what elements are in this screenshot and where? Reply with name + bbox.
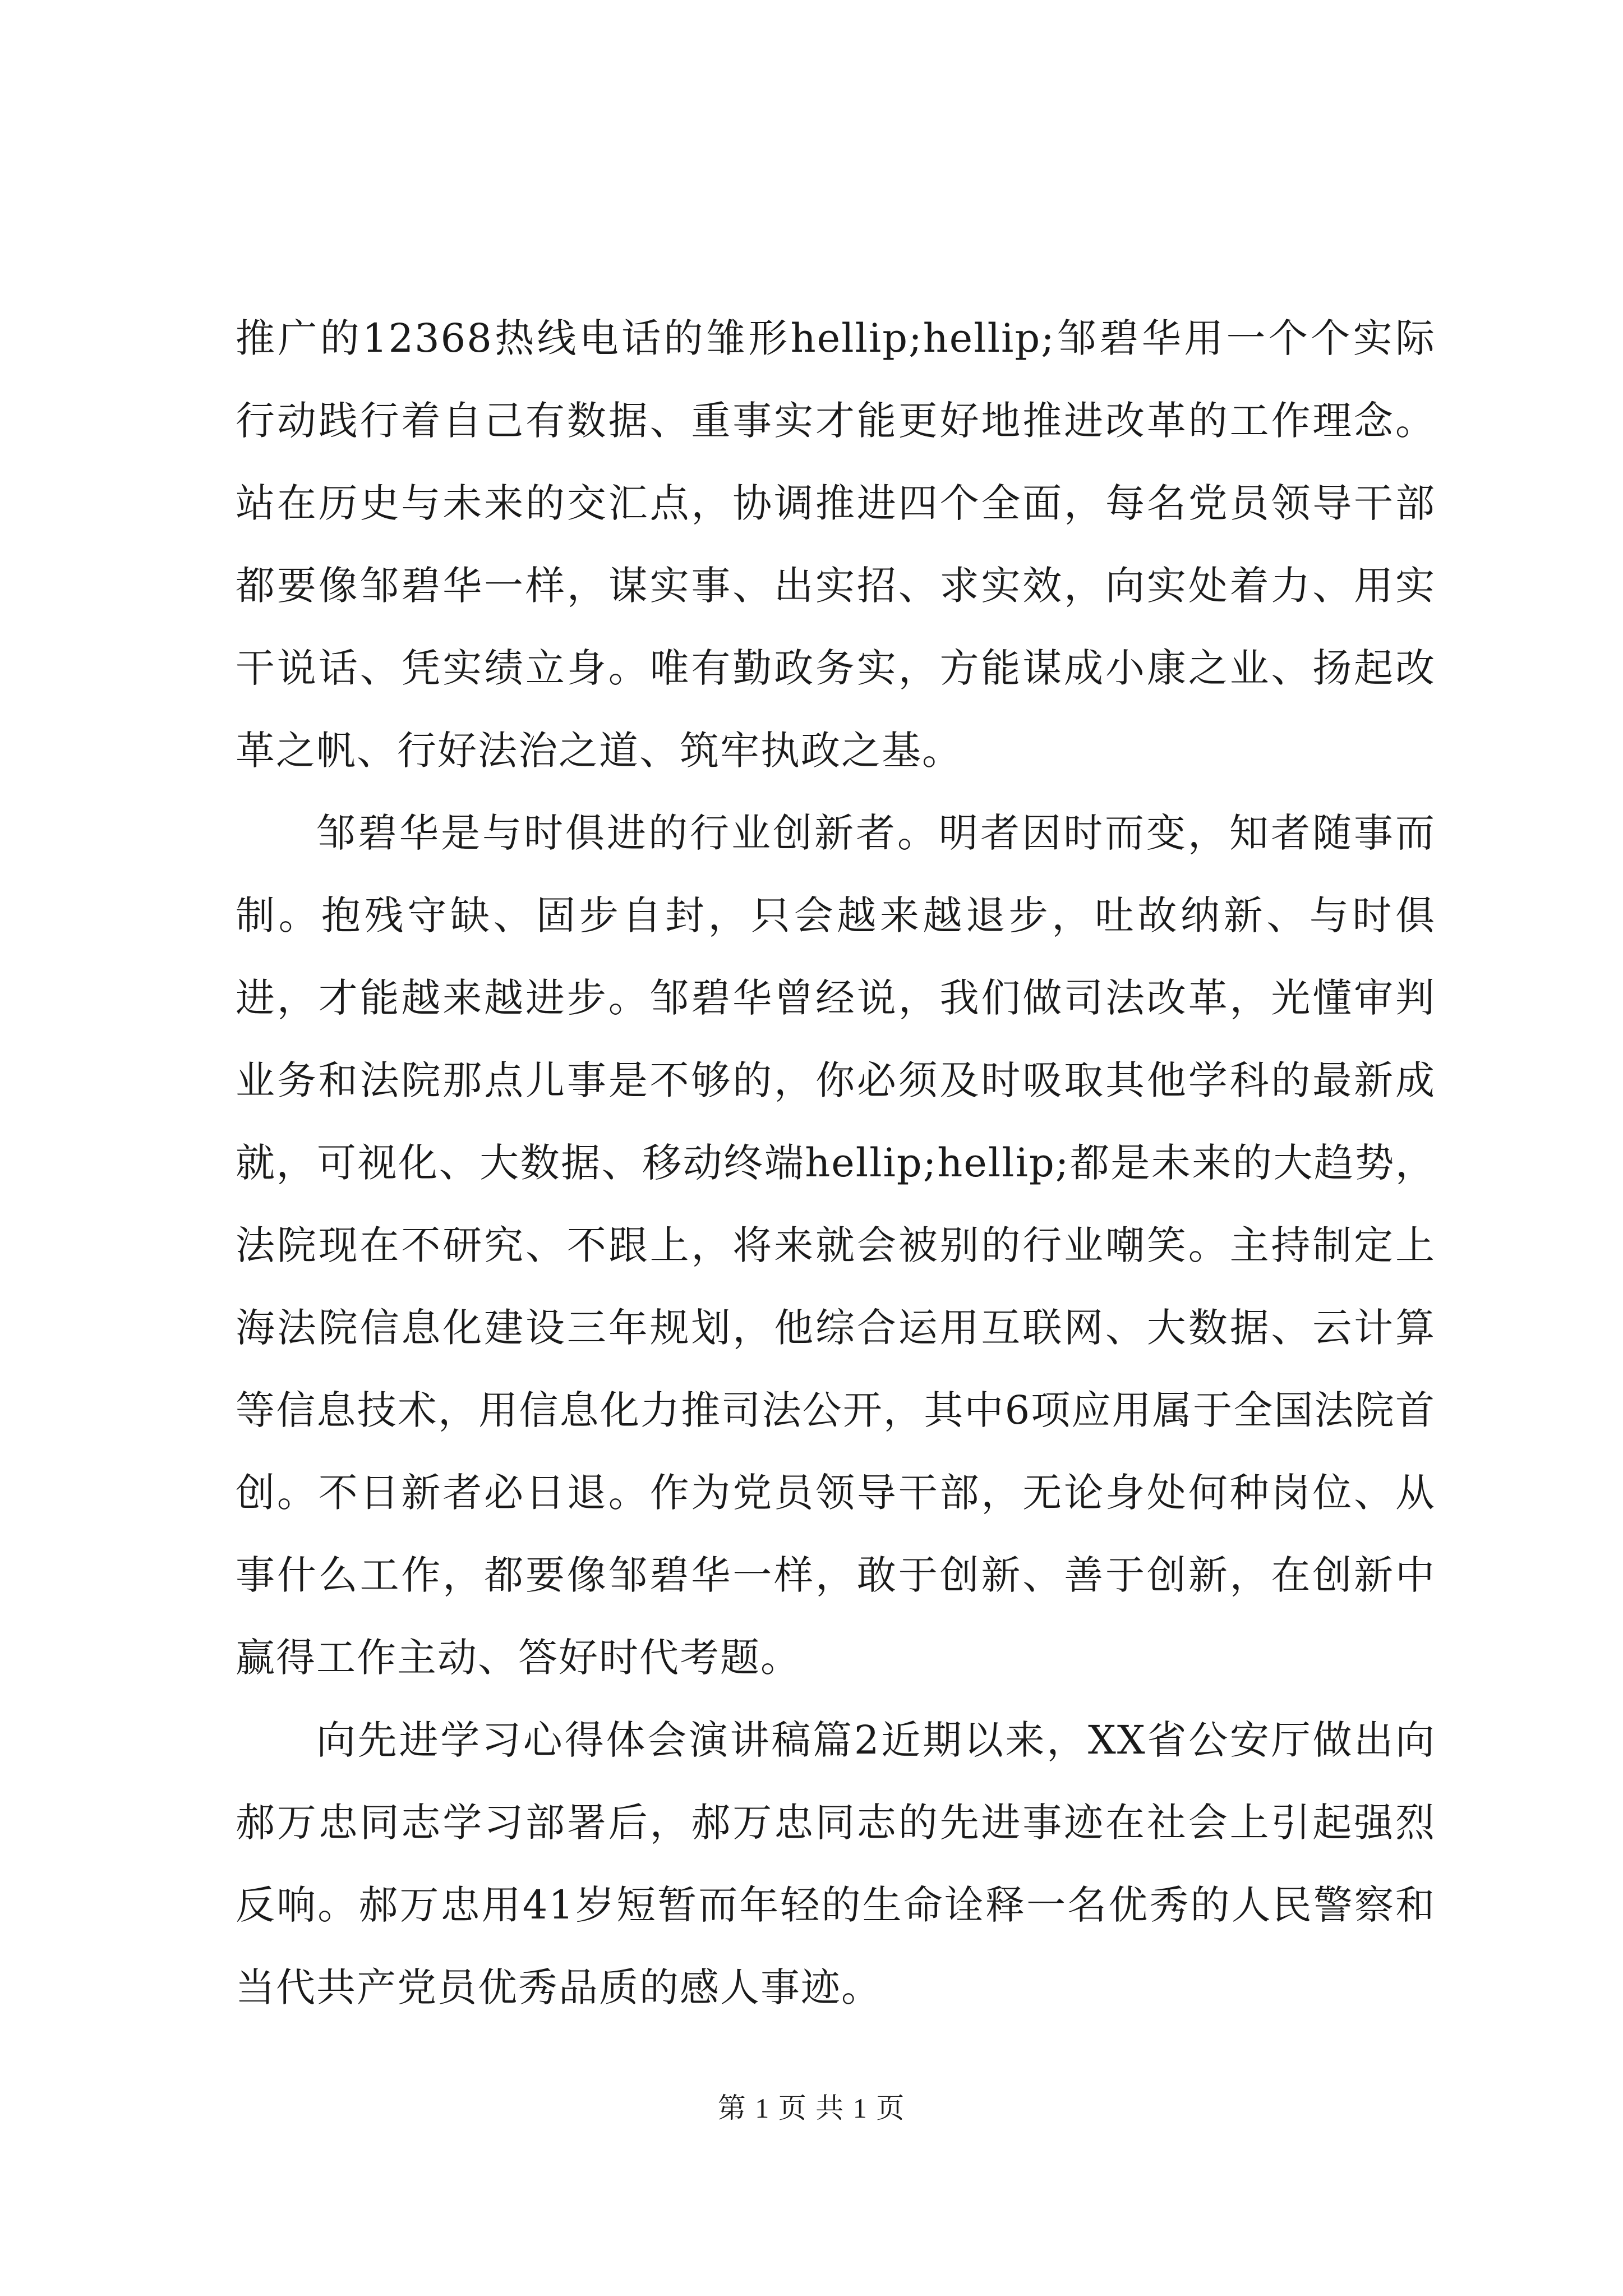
document-body: [236, 297, 1436, 2029]
paragraph-innovator: 邹碧华是与时俱进的行业创新者。明者因时而变，知者随事而制。抱残守缺、固步自封，只会越来越退步，吐故纳新、与时俱进，才能越来越进步。邹碧华曾经说，我们做司法改革，光懂审判业务和法院那点儿事是不够的，你必须及时吸取其他学科的最新成就，可视化、大数据、移动终端hellip;hellip;都是未来的大趋势，法院现在不研究、不跟上，将来就会被别的行业嘲笑。主持制定上海法院信息化建设三年规划，他综合运用互联网、大数据、云计算等信息技术，用信息化力推司法公开，其中6项应用属于全国法院首创。不日新者必日退。作为党员领导干部，无论身处何种岗位、从事什么工作，都要像邹碧华一样，敢于创新、善于创新，在创新中赢得工作主动、答好时代考题。: [236, 810, 1436, 1681]
page-number-footer: 第 1 页 共 1 页: [717, 2092, 906, 2124]
paragraph-speech-2: 向先进学习心得体会演讲稿篇2近期以来，XX省公安厅做出向郝万忠同志学习部署后，郝万忠同志的先进事迹在社会上引起强烈反响。郝万忠用41岁短暂而年轻的生命诠释一名优秀的人民警察和当代共产党员优秀品质的感人事迹。: [236, 1717, 1436, 2010]
paragraph-continuation: 推广的12368热线电话的雏形hellip;hellip;邹碧华用一个个实际行动践行着自己有数据、重事实才能更好地推进改革的工作理念。站在历史与未来的交汇点，协调推进四个全面，每名党员领导干部都要像邹碧华一样，谋实事、出实招、求实效，向实处着力、用实干说话、凭实绩立身。唯有勤政务实，方能谋成小康之业、扬起改革之帆、行好法治之道、筑牢执政之基。: [236, 315, 1436, 774]
